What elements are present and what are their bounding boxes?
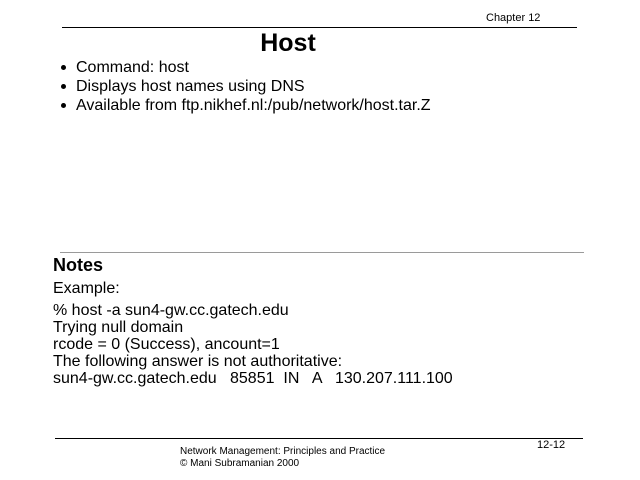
bullet-text: Available from ftp.nikhef.nl:/pub/network/host.tar.Z	[76, 97, 431, 114]
footer-divider	[55, 438, 583, 439]
footer-book-title: Network Management: Principles and Practice	[180, 446, 386, 457]
bullet-dot-icon	[61, 65, 66, 70]
bullet-item	[60, 77, 431, 96]
bullet-item	[60, 58, 431, 77]
footer-copyright: © Mani Subramanian 2000	[180, 458, 300, 469]
bullet-text: Command: host	[76, 59, 189, 76]
chapter-label: Chapter 12	[486, 12, 541, 24]
notes-divider	[60, 252, 584, 253]
bullet-dot-icon	[61, 84, 66, 89]
bullet-item	[60, 96, 431, 115]
slide-title: Host	[260, 29, 316, 57]
example-label: Example:	[53, 280, 120, 297]
example-line: Trying null domain	[53, 319, 184, 336]
example-line: The following answer is not authoritative:	[53, 353, 343, 370]
notes-heading: Notes	[53, 255, 104, 275]
example-line: sun4-gw.cc.gatech.edu 85851 IN A 130.207.111.100	[53, 370, 453, 387]
page-number: 12-12	[537, 439, 566, 451]
example-line: % host -a sun4-gw.cc.gatech.edu	[53, 302, 289, 319]
footer-credits	[180, 446, 385, 470]
example-output	[53, 302, 453, 387]
example-line: rcode = 0 (Success), ancount=1	[53, 336, 280, 353]
bullet-list	[60, 58, 431, 115]
bullet-dot-icon	[61, 103, 66, 108]
header-divider	[62, 27, 577, 28]
bullet-text: Displays host names using DNS	[76, 78, 305, 95]
